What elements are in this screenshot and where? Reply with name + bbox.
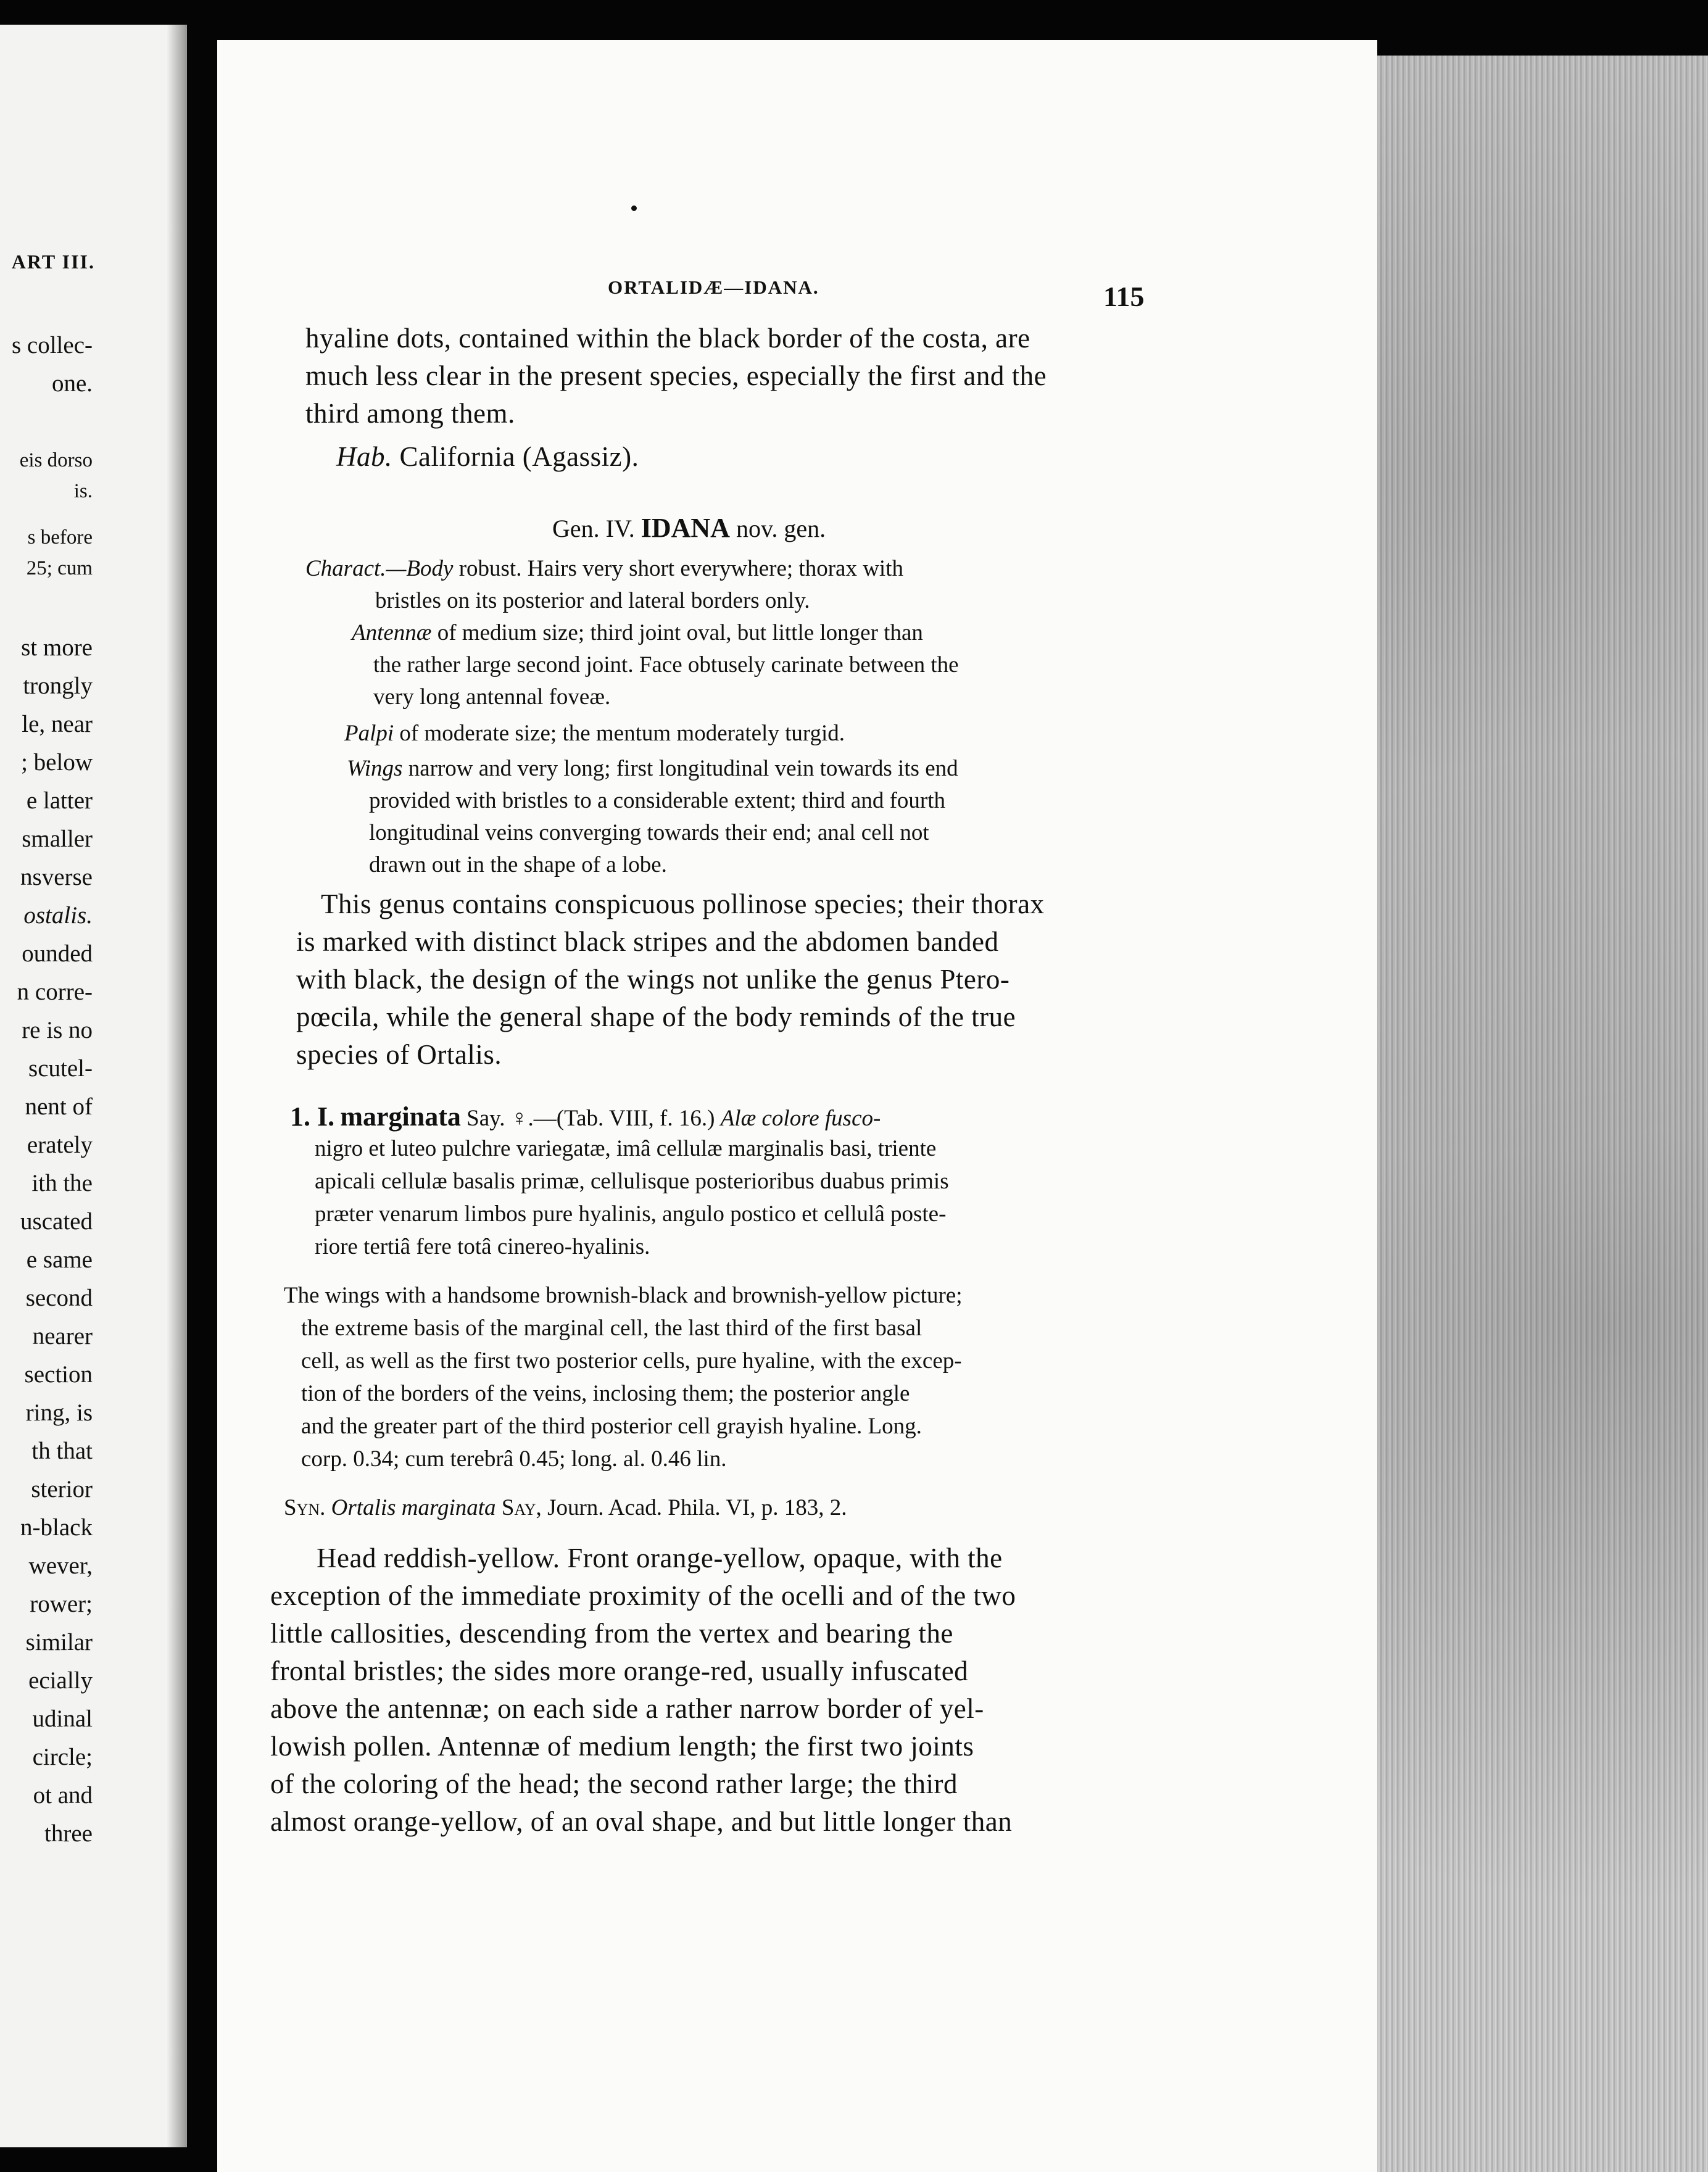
- character-text: of moderate size; the mentum moderately turgid.: [399, 721, 845, 746]
- head-description-line: little callosities, descending from the vertex and bearing the: [270, 1618, 953, 1649]
- character-text: narrow and very long; first longitudinal vein towards its end: [408, 756, 958, 781]
- running-head: ORTALIDÆ—IDANA.: [608, 276, 819, 298]
- facing-page-line: eis dorso: [19, 449, 93, 471]
- synonymy-name: Ortalis marginata: [331, 1495, 496, 1520]
- intro-line: hyaline dots, contained within the black border of the costa, are: [305, 323, 1030, 354]
- species-latin-line: præter venarum limbos pure hyalinis, angulo postico et cellulâ poste-: [315, 1201, 947, 1227]
- head-description-line: exception of the immediate proximity of the ocelli and of the two: [270, 1580, 1016, 1611]
- character-line: the rather large second joint. Face obtusely carinate between the: [373, 652, 959, 678]
- facing-page-line: one.: [51, 370, 93, 397]
- facing-page-line: uscated: [20, 1208, 93, 1235]
- facing-page-line: smaller: [22, 826, 93, 852]
- facing-page-line: n corre-: [17, 979, 93, 1005]
- genus-prefix: Gen. IV.: [552, 515, 635, 542]
- facing-page-line: similar: [25, 1629, 93, 1656]
- habitat-label: Hab.: [336, 441, 392, 472]
- facing-page: [0, 25, 187, 2147]
- facing-page-line: ART III.: [11, 251, 95, 273]
- ink-dot: [631, 205, 637, 211]
- facing-page-line: udinal: [32, 1706, 93, 1732]
- facing-page-line: ring, is: [25, 1399, 93, 1426]
- facing-page-line: scutel-: [28, 1055, 93, 1082]
- facing-page-line: nent of: [25, 1093, 93, 1120]
- facing-page-line: erately: [27, 1132, 93, 1158]
- facing-page-line: ostalis.: [23, 902, 93, 929]
- character-line: [344, 722, 845, 745]
- facing-page-line: nsverse: [20, 864, 93, 890]
- facing-page-line: s before: [27, 526, 93, 549]
- species-latin-text: Alæ colore fusco-: [720, 1106, 881, 1131]
- species-name: marginata: [340, 1101, 461, 1132]
- species-number: 1. I.: [290, 1101, 335, 1132]
- head-description-line: above the antennæ; on each side a rather narrow border of yel-: [270, 1693, 984, 1724]
- genus-description-line: with black, the design of the wings not unlike the genus Ptero-: [296, 964, 1010, 995]
- species-english-line: The wings with a handsome brownish-black and brownish-yellow picture;: [284, 1283, 963, 1308]
- genus-heading: [552, 515, 826, 542]
- facing-page-line: three: [44, 1820, 93, 1847]
- synonymy-author: Say,: [501, 1495, 542, 1520]
- facing-page-line: st more: [21, 634, 93, 661]
- facing-page-line: rower;: [30, 1591, 93, 1617]
- character-lead: Wings: [347, 756, 403, 781]
- facing-page-line: 25; cum: [26, 557, 93, 579]
- head-description-line: Head reddish-yellow. Front orange-yellow, opaque, with the: [317, 1543, 1003, 1573]
- character-lead: Palpi: [344, 721, 394, 746]
- species-english-line: cell, as well as the first two posterior cells, pure hyaline, with the excep-: [301, 1348, 962, 1374]
- head-description-line: frontal bristles; the sides more orange-red, usually infuscated: [270, 1656, 969, 1686]
- head-description-line: lowish pollen. Antennæ of medium length; the first two joints: [270, 1731, 974, 1762]
- facing-page-line: ot and: [33, 1782, 93, 1809]
- genus-description-line: species of Ortalis.: [296, 1039, 502, 1070]
- genus-description-line: This genus contains conspicuous pollinose species; their thorax: [321, 889, 1045, 919]
- intro-line: third among them.: [305, 398, 515, 429]
- page-number: 115: [1103, 281, 1145, 312]
- character-text: of medium size; third joint oval, but little longer than: [437, 620, 923, 645]
- facing-page-line: n-black: [20, 1514, 93, 1541]
- page-edge: [1377, 56, 1708, 2172]
- character-line: [352, 621, 923, 644]
- facing-page-line: ecially: [28, 1667, 93, 1694]
- facing-page-line: ith the: [31, 1170, 93, 1196]
- facing-page-line: s collec-: [11, 332, 93, 359]
- head-description-line: of the coloring of the head; the second rather large; the third: [270, 1768, 958, 1799]
- species-english-line: and the greater part of the third posterior cell grayish hyaline. Long.: [301, 1414, 922, 1439]
- facing-page-line: le, near: [22, 711, 93, 737]
- habitat-line: [336, 443, 639, 471]
- facing-page-line: nearer: [32, 1323, 93, 1349]
- facing-page-line: sterior: [31, 1476, 93, 1503]
- genus-description-line: pœcila, while the general shape of the body reminds of the true: [296, 1001, 1016, 1032]
- genus-description-line: is marked with distinct black stripes and the abdomen banded: [296, 926, 999, 957]
- gutter-shadow: [167, 25, 185, 2147]
- facing-page-line: e latter: [26, 787, 93, 814]
- genus-name: IDANA: [640, 513, 730, 543]
- character-line: [305, 557, 903, 580]
- species-latin-line: riore tertiâ fere totâ cinereo-hyalinis.: [315, 1234, 650, 1259]
- facing-page-line: ounded: [22, 940, 93, 967]
- facing-page-line: section: [24, 1361, 93, 1388]
- character-text: robust. Hairs very short everywhere; thorax with: [458, 556, 903, 581]
- character-lead: Antennæ: [352, 620, 432, 645]
- synonymy-label: Syn.: [284, 1495, 326, 1520]
- facing-page-line: trongly: [23, 673, 93, 699]
- species-english-line: corp. 0.34; cum terebrâ 0.45; long. al. 0.46 lin.: [301, 1446, 727, 1472]
- head-description-line: almost orange-yellow, of an oval shape, and but little longer than: [270, 1806, 1013, 1837]
- character-line: longitudinal veins converging towards their end; anal cell not: [369, 820, 929, 845]
- facing-page-line: circle;: [32, 1744, 93, 1770]
- synonymy-reference: Journ. Acad. Phila. VI, p. 183, 2.: [547, 1495, 847, 1520]
- intro-line: much less clear in the present species, especially the first and the: [305, 360, 1047, 391]
- character-line: [347, 757, 958, 780]
- facing-page-line: e same: [26, 1246, 93, 1273]
- character-line: drawn out in the shape of a lobe.: [369, 852, 667, 877]
- species-english-line: tion of the borders of the veins, inclosing them; the posterior angle: [301, 1381, 910, 1406]
- habitat-text: California (Agassiz).: [399, 441, 639, 472]
- species-latin-line: apicali cellulæ basalis primæ, cellulisque posterioribus duabus primis: [315, 1169, 949, 1194]
- species-plate-ref: —(Tab. VIII, f. 16.): [533, 1106, 715, 1131]
- character-lead: Charact.—Body: [305, 556, 454, 581]
- species-author: Say.: [466, 1106, 505, 1131]
- facing-page-line: is.: [73, 480, 93, 502]
- facing-page-line: ; below: [21, 749, 93, 776]
- character-line: provided with bristles to a considerable extent; third and fourth: [369, 788, 946, 813]
- character-line: bristles on its posterior and lateral borders only.: [375, 588, 810, 613]
- genus-suffix: nov. gen.: [736, 515, 826, 542]
- facing-page-line: second: [25, 1285, 93, 1311]
- facing-page-line: re is no: [22, 1017, 93, 1043]
- facing-page-line: th that: [31, 1438, 93, 1464]
- species-latin-line: nigro et luteo pulchre variegatæ, imâ cellulæ marginalis basi, triente: [315, 1136, 937, 1161]
- synonymy-line: [284, 1496, 847, 1519]
- facing-page-line: wever,: [28, 1552, 93, 1579]
- character-line: very long antennal foveæ.: [373, 684, 611, 710]
- species-sex: ♀.: [510, 1106, 534, 1131]
- species-heading: [290, 1103, 881, 1130]
- species-english-line: the extreme basis of the marginal cell, the last third of the first basal: [301, 1316, 922, 1341]
